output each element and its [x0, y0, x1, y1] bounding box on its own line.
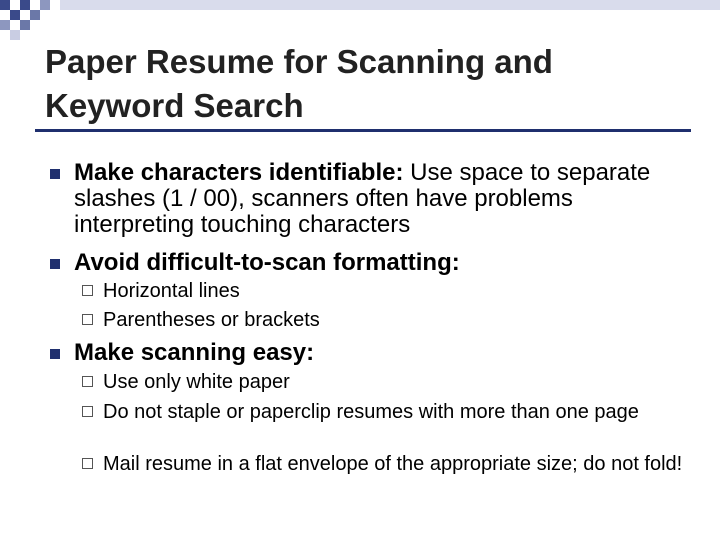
square-bullet-icon: [50, 259, 60, 269]
bullet-heading: Avoid difficult-to-scan formatting:: [74, 249, 460, 276]
checkbox-bullet-icon: [82, 406, 93, 417]
sub-bullet-text: Parentheses or brackets: [103, 309, 320, 331]
checkbox-bullet-icon: [82, 458, 93, 469]
checkbox-bullet-icon: [82, 285, 93, 296]
sub-bullet-text: Mail resume in a flat envelope of the appropriate size; do not fold!: [103, 453, 683, 475]
square-bullet-icon: [50, 169, 60, 179]
sub-bullet-text: Do not staple or paperclip resumes with more than one page: [103, 401, 639, 423]
square-bullet-icon: [50, 349, 60, 359]
checkbox-bullet-icon: [82, 314, 93, 325]
checkbox-bullet-icon: [82, 376, 93, 387]
sub-bullet-text: Horizontal lines: [103, 280, 240, 302]
title-underline: [35, 129, 691, 132]
bullet-heading: Make characters identifiable:: [74, 159, 404, 186]
bullet-heading: Make scanning easy:: [74, 339, 315, 366]
sub-bullet-text: Use only white paper: [103, 371, 290, 393]
decorative-checker-pattern: [0, 0, 720, 40]
slide-title: Paper Resume for Scanning and Keyword Search: [45, 43, 553, 124]
bullet-body: Use space to separate slashes (1 / 00), scanners often have problems interpreting touching characters: [74, 159, 651, 238]
